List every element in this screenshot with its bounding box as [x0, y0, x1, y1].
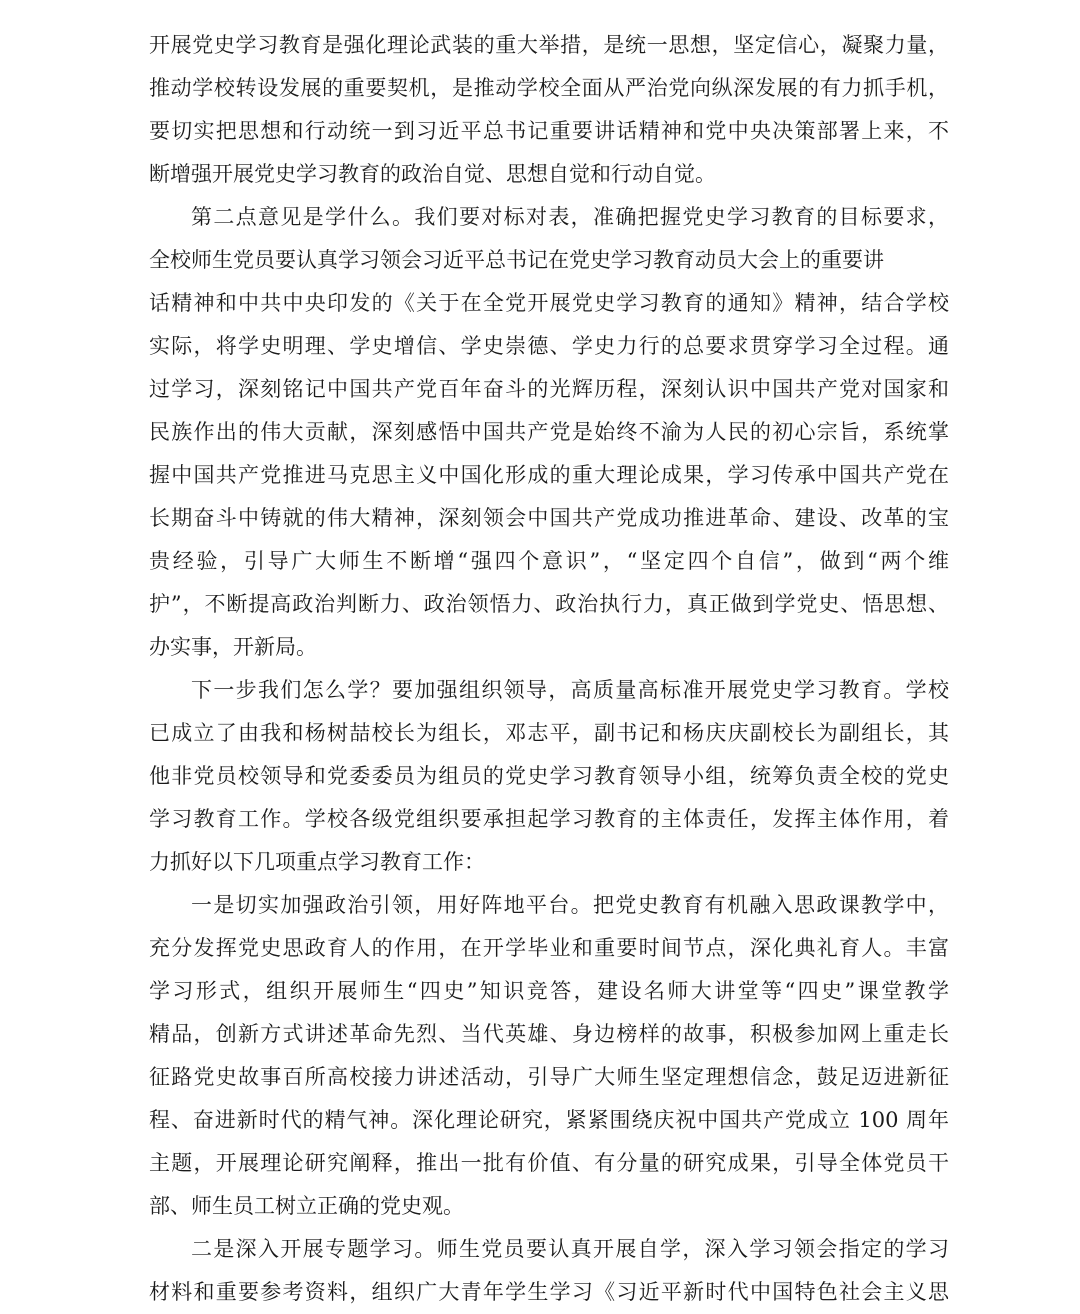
text-line: 全校师生党员要认真学习领会习近平总书记在党史学习教育动员大会上的重要讲: [149, 248, 884, 272]
text-line: 推动学校转设发展的重要契机，是推动学校全面从严治党向纵深发展的有力抓手机，: [149, 76, 949, 100]
text-line: 一是切实加强政治引领，用好阵地平台。把党史教育有机融入思政课教学中，: [191, 893, 949, 917]
text-line: 学习形式，组织开展师生“四史”知识竞答，建设名师大讲堂等“四史”课堂教学: [149, 979, 949, 1003]
text-line: 话精神和中共中央印发的《关于在全党开展党史学习教育的通知》精神，结合学校: [149, 291, 949, 315]
text-line: 护”，不断提高政治判断力、政治领悟力、政治执行力，真正做到学党史、悟思想、: [149, 592, 949, 616]
text-line: 第二点意见是学什么。我们要对标对表，准确把握党史学习教育的目标要求，: [191, 205, 949, 229]
text-line: 征路党史故事百所高校接力讲述活动，引导广大师生坚定理想信念，鼓足迈进新征: [149, 1065, 949, 1089]
text-line: 握中国共产党推进马克思主义中国化形成的重大理论成果，学习传承中国共产党在: [149, 463, 949, 487]
text-line: 他非党员校领导和党委委员为组员的党史学习教育领导小组，统筹负责全校的党史: [149, 764, 949, 788]
body-text: [149, 24, 949, 1314]
text-line: 力抓好以下几项重点学习教育工作：: [149, 850, 485, 874]
text-line: 过学习，深刻铭记中国共产党百年奋斗的光辉历程，深刻认识中国共产党对国家和: [149, 377, 949, 401]
text-line: 开展党史学习教育是强化理论武装的重大举措，是统一思想，坚定信心，凝聚力量，: [149, 33, 949, 57]
text-line: 要切实把思想和行动统一到习近平总书记重要讲话精神和党中央决策部署上来，不: [149, 119, 949, 143]
text-line: 精品，创新方式讲述革命先烈、当代英雄、身边榜样的故事，积极参加网上重走长: [149, 1022, 949, 1046]
text-line: 已成立了由我和杨树喆校长为组长，邓志平，副书记和杨庆庆副校长为副组长，其: [149, 721, 949, 745]
text-line: 实际，将学史明理、学史增信、学史崇德、学史力行的总要求贯穿学习全过程。通: [149, 334, 949, 358]
text-line: 程、奋进新时代的精气神。深化理论研究，紧紧围绕庆祝中国共产党成立 100 周年: [149, 1108, 949, 1132]
text-line: 二是深入开展专题学习。师生党员要认真开展自学，深入学习领会指定的学习: [191, 1237, 949, 1261]
text-line: 下一步我们怎么学？要加强组织领导，高质量高标准开展党史学习教育。学校: [191, 678, 949, 702]
text-line: 学习教育工作。学校各级党组织要承担起学习教育的主体责任，发挥主体作用，着: [149, 807, 949, 831]
text-line: 充分发挥党史思政育人的作用，在开学毕业和重要时间节点，深化典礼育人。丰富: [149, 936, 949, 960]
text-line: 材料和重要参考资料，组织广大青年学生学习《习近平新时代中国特色社会主义思: [149, 1280, 949, 1304]
text-line: 长期奋斗中铸就的伟大精神，深刻领会中国共产党成功推进革命、建设、改革的宝: [149, 506, 949, 530]
text-line: 断增强开展党史学习教育的政治自觉、思想自觉和行动自觉。: [149, 162, 716, 186]
text-line: 民族作出的伟大贡献，深刻感悟中国共产党是始终不渝为人民的初心宗旨，系统掌: [149, 420, 949, 444]
text-line: 贵经验，引导广大师生不断增“强四个意识”，“坚定四个自信”，做到“两个维: [149, 549, 949, 573]
text-line: 办实事，开新局。: [149, 635, 317, 659]
text-line: 主题，开展理论研究阐释，推出一批有价值、有分量的研究成果，引导全体党员干: [149, 1151, 949, 1175]
text-line: 部、师生员工树立正确的党史观。: [149, 1194, 464, 1218]
